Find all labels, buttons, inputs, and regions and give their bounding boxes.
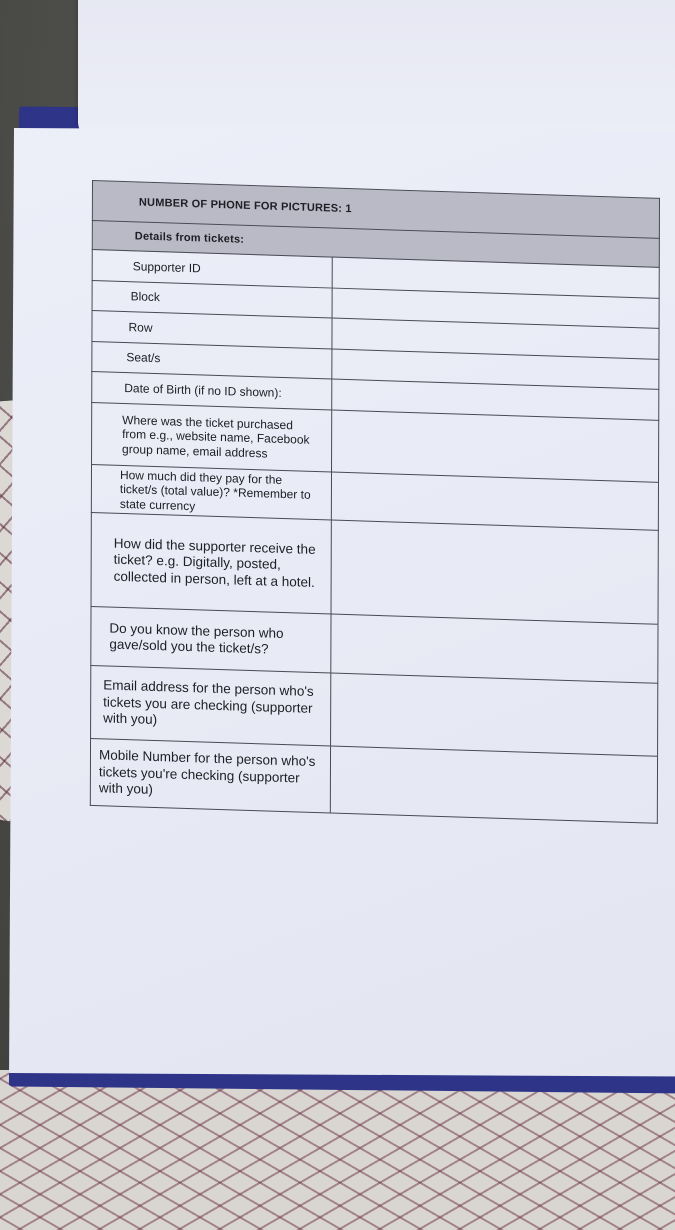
know-seller-field[interactable] xyxy=(330,614,658,683)
details-header: Details from tickets: xyxy=(92,221,659,268)
date-of-birth-label: Date of Birth (if no ID shown): xyxy=(92,371,332,410)
phone-number-header: NUMBER OF PHONE FOR PICTURES: 1 xyxy=(92,181,659,239)
row-label: Row xyxy=(92,311,332,350)
block-label: Block xyxy=(92,281,332,319)
supporter-mobile-field[interactable] xyxy=(330,746,658,823)
supporter-id-label: Supporter ID xyxy=(92,250,332,289)
supporter-email-label: Email address for the person who's tickets you are checking (supporter with you) xyxy=(91,665,331,746)
ticket-receipt-method-field[interactable] xyxy=(331,520,659,624)
know-seller-label: Do you know the person who gave/sold you the ticket/s? xyxy=(91,606,331,673)
fabric-bottom xyxy=(0,1070,675,1230)
ticket-receipt-method-label: How did the supporter receive the ticket? e.g. Digitally, posted, collected in person, left at a hotel. xyxy=(91,512,331,614)
ticket-details-form xyxy=(90,180,660,824)
folded-page-above xyxy=(78,0,675,140)
amount-paid-label: How much did they pay for the ticket/s (total value)? *Remember to state currency xyxy=(91,464,331,520)
ticket-purchase-source-label: Where was the ticket purchased from e.g., website name, Facebook group name, email address xyxy=(92,402,332,472)
supporter-mobile-label: Mobile Number for the person who's tickets you're checking (supporter with you) xyxy=(90,738,330,813)
seats-label: Seat/s xyxy=(92,341,332,379)
ticket-purchase-source-field[interactable] xyxy=(331,410,659,482)
supporter-email-field[interactable] xyxy=(330,673,658,756)
form-row xyxy=(91,512,658,624)
